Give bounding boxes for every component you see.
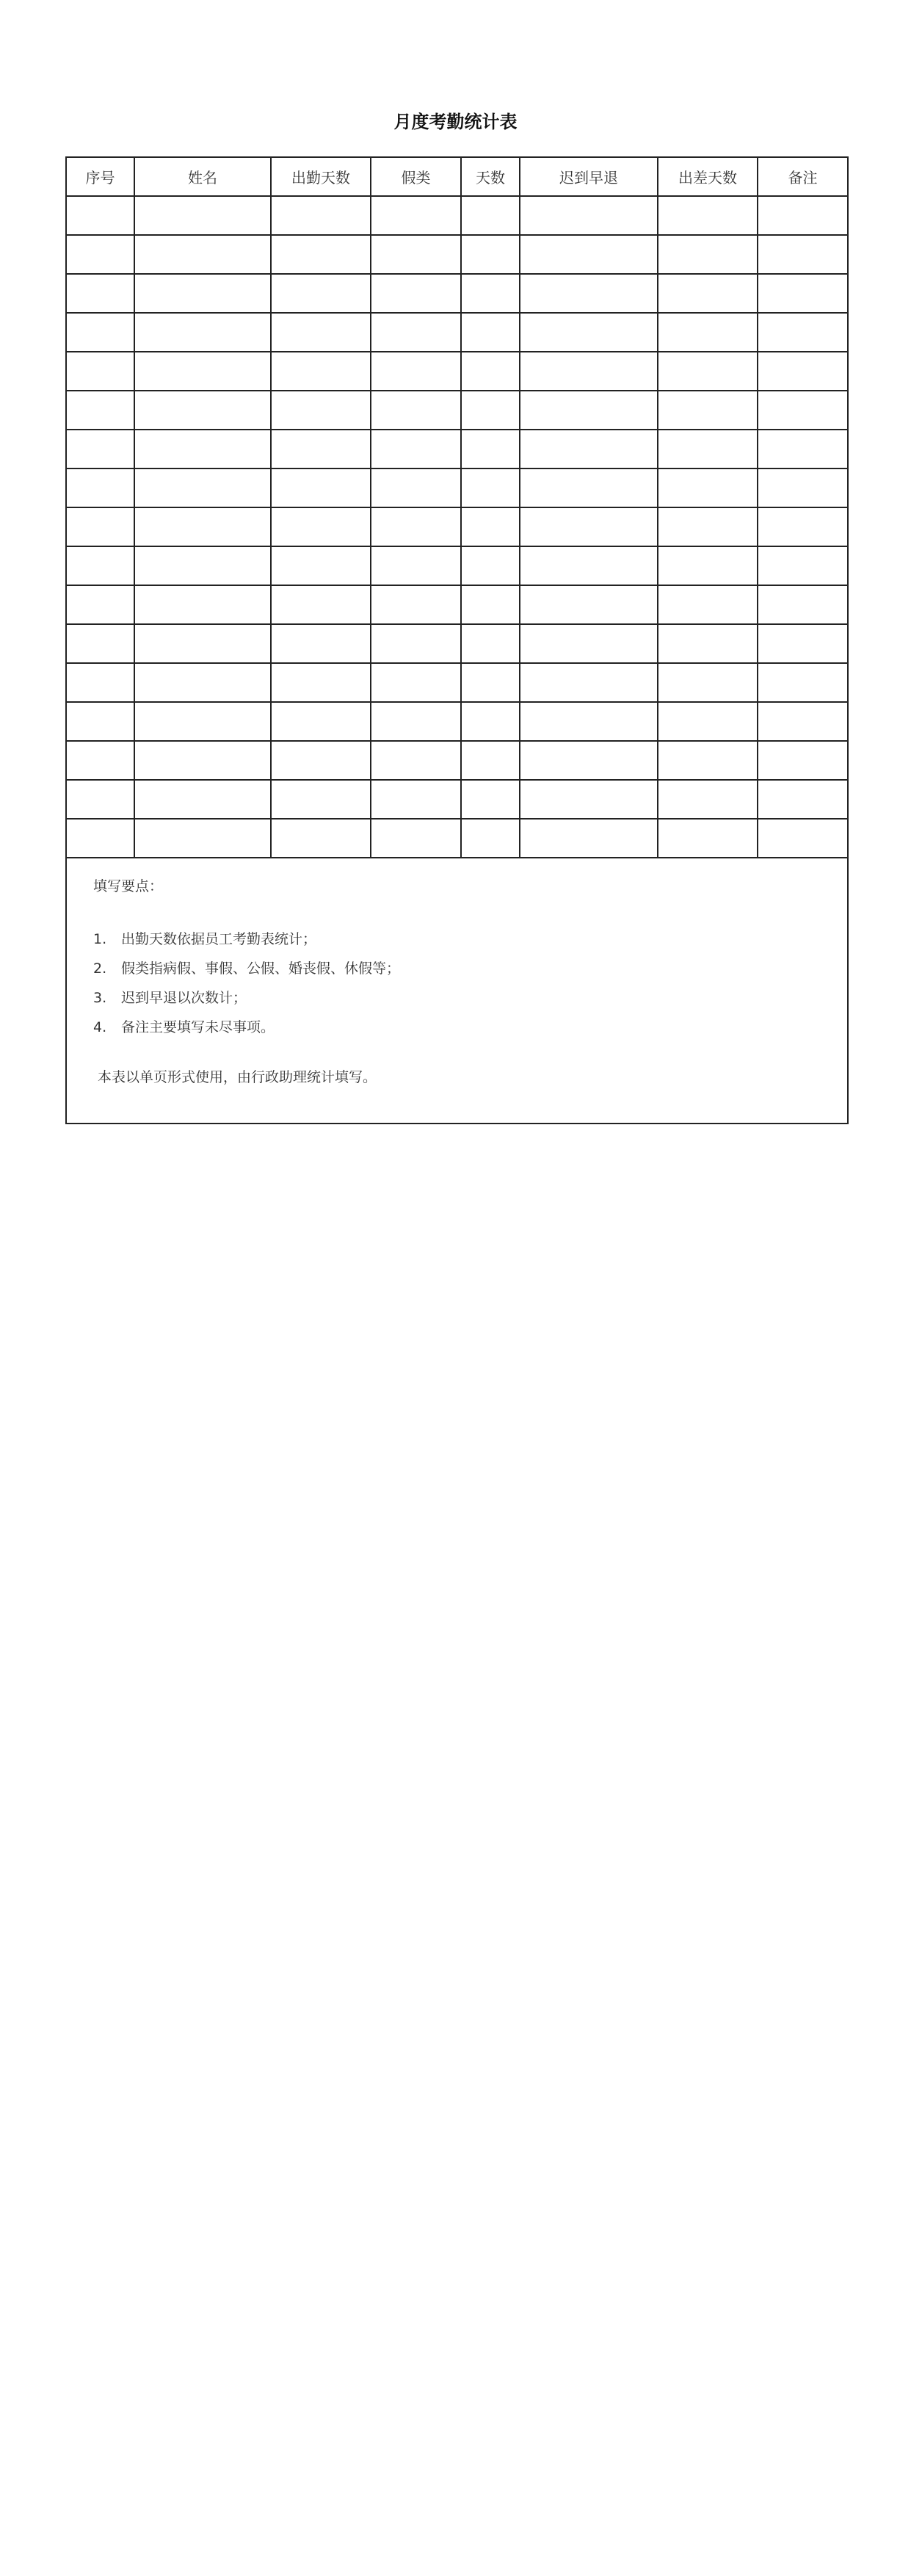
cell-attendance-days[interactable]: [271, 391, 371, 430]
cell-leave-type[interactable]: [371, 624, 461, 663]
note-item: [93, 925, 847, 954]
cell-leave-type[interactable]: [371, 507, 461, 546]
cell-leave-type[interactable]: [371, 391, 461, 430]
table-row: [66, 702, 848, 741]
cell-late-early[interactable]: [520, 352, 658, 391]
cell-attendance-days[interactable]: [271, 274, 371, 313]
cell-name[interactable]: [134, 585, 271, 624]
cell-attendance-days[interactable]: [271, 507, 371, 546]
cell-days[interactable]: [461, 391, 520, 430]
cell-leave-type[interactable]: [371, 430, 461, 468]
cell-business-trip-days[interactable]: [658, 741, 758, 780]
note-item: [93, 954, 847, 983]
cell-late-early[interactable]: [520, 780, 658, 819]
cell-index[interactable]: [66, 624, 134, 663]
cell-leave-type[interactable]: [371, 313, 461, 352]
cell-name[interactable]: [134, 468, 271, 507]
table-row: [66, 507, 848, 546]
cell-index[interactable]: [66, 391, 134, 430]
cell-days[interactable]: [461, 274, 520, 313]
notes-cell: [66, 858, 848, 1124]
cell-name[interactable]: [134, 430, 271, 468]
cell-leave-type[interactable]: [371, 663, 461, 702]
cell-late-early[interactable]: [520, 819, 658, 858]
cell-remarks[interactable]: [758, 819, 848, 858]
note-number: 4.: [93, 1019, 107, 1035]
cell-late-early[interactable]: [520, 624, 658, 663]
cell-days[interactable]: [461, 741, 520, 780]
cell-name[interactable]: [134, 624, 271, 663]
cell-name[interactable]: [134, 391, 271, 430]
cell-late-early[interactable]: [520, 741, 658, 780]
cell-business-trip-days[interactable]: [658, 391, 758, 430]
note-item: [93, 1013, 847, 1042]
note-number: 2.: [93, 960, 107, 977]
cell-remarks[interactable]: [758, 468, 848, 507]
cell-index[interactable]: [66, 352, 134, 391]
table-row: [66, 780, 848, 819]
cell-attendance-days[interactable]: [271, 235, 371, 274]
cell-index[interactable]: [66, 507, 134, 546]
cell-index[interactable]: [66, 702, 134, 741]
cell-days[interactable]: [461, 585, 520, 624]
cell-days[interactable]: [461, 780, 520, 819]
cell-leave-type[interactable]: [371, 780, 461, 819]
cell-name[interactable]: [134, 313, 271, 352]
cell-name[interactable]: [134, 546, 271, 585]
cell-remarks[interactable]: [758, 702, 848, 741]
cell-late-early[interactable]: [520, 468, 658, 507]
cell-leave-type[interactable]: [371, 819, 461, 858]
cell-business-trip-days[interactable]: [658, 702, 758, 741]
table-body: [66, 196, 848, 858]
cell-business-trip-days[interactable]: [658, 819, 758, 858]
cell-days[interactable]: [461, 819, 520, 858]
cell-attendance-days[interactable]: [271, 313, 371, 352]
cell-index[interactable]: [66, 468, 134, 507]
header-name: 姓名: [134, 157, 271, 196]
table-row: [66, 196, 848, 235]
cell-late-early[interactable]: [520, 702, 658, 741]
cell-attendance-days[interactable]: [271, 780, 371, 819]
table-row: [66, 663, 848, 702]
cell-index[interactable]: [66, 235, 134, 274]
notes-heading: 填写要点：: [93, 878, 164, 894]
table-row: [66, 391, 848, 430]
cell-leave-type[interactable]: [371, 741, 461, 780]
cell-days[interactable]: [461, 430, 520, 468]
cell-remarks[interactable]: [758, 507, 848, 546]
cell-attendance-days[interactable]: [271, 819, 371, 858]
cell-business-trip-days[interactable]: [658, 468, 758, 507]
cell-days[interactable]: [461, 624, 520, 663]
cell-name[interactable]: [134, 663, 271, 702]
cell-index[interactable]: [66, 313, 134, 352]
cell-business-trip-days[interactable]: [658, 196, 758, 235]
cell-attendance-days[interactable]: [271, 624, 371, 663]
header-late-early: 迟到早退: [520, 157, 658, 196]
cell-index[interactable]: [66, 585, 134, 624]
cell-leave-type[interactable]: [371, 235, 461, 274]
header-business-trip-days: 出差天数: [658, 157, 758, 196]
header-remarks: 备注: [758, 157, 848, 196]
header-index: 序号: [66, 157, 134, 196]
cell-attendance-days[interactable]: [271, 663, 371, 702]
cell-name[interactable]: [134, 274, 271, 313]
cell-late-early[interactable]: [520, 313, 658, 352]
cell-attendance-days[interactable]: [271, 585, 371, 624]
cell-index[interactable]: [66, 741, 134, 780]
cell-days[interactable]: [461, 468, 520, 507]
table-header-row: [66, 157, 848, 196]
cell-index[interactable]: [66, 546, 134, 585]
cell-attendance-days[interactable]: [271, 352, 371, 391]
table-row: [66, 585, 848, 624]
cell-index[interactable]: [66, 663, 134, 702]
cell-attendance-days[interactable]: [271, 430, 371, 468]
cell-business-trip-days[interactable]: [658, 546, 758, 585]
cell-leave-type[interactable]: [371, 196, 461, 235]
cell-attendance-days[interactable]: [271, 546, 371, 585]
cell-late-early[interactable]: [520, 430, 658, 468]
note-text: 假类指病假、事假、公假、婚丧假、休假等；: [121, 960, 401, 977]
cell-late-early[interactable]: [520, 546, 658, 585]
cell-late-early[interactable]: [520, 196, 658, 235]
cell-name[interactable]: [134, 819, 271, 858]
cell-business-trip-days[interactable]: [658, 352, 758, 391]
cell-attendance-days[interactable]: [271, 196, 371, 235]
cell-days[interactable]: [461, 235, 520, 274]
cell-leave-type[interactable]: [371, 274, 461, 313]
cell-days[interactable]: [461, 663, 520, 702]
cell-index[interactable]: [66, 196, 134, 235]
cell-business-trip-days[interactable]: [658, 430, 758, 468]
cell-remarks[interactable]: [758, 196, 848, 235]
cell-attendance-days[interactable]: [271, 468, 371, 507]
cell-remarks[interactable]: [758, 585, 848, 624]
table-row: [66, 430, 848, 468]
cell-name[interactable]: [134, 352, 271, 391]
note-text: 出勤天数依据员工考勤表统计；: [121, 931, 317, 947]
cell-leave-type[interactable]: [371, 585, 461, 624]
table-row: [66, 313, 848, 352]
header-leave-type: 假类: [371, 157, 461, 196]
cell-days[interactable]: [461, 546, 520, 585]
cell-late-early[interactable]: [520, 663, 658, 702]
note-item: [93, 983, 847, 1013]
cell-days[interactable]: [461, 352, 520, 391]
cell-remarks[interactable]: [758, 430, 848, 468]
cell-days[interactable]: [461, 196, 520, 235]
cell-business-trip-days[interactable]: [658, 585, 758, 624]
table-row: [66, 235, 848, 274]
header-days: 天数: [461, 157, 520, 196]
attendance-table: [65, 156, 849, 1124]
notes-footer: 本表以单页形式使用，由行政助理统计填写。: [98, 1069, 377, 1085]
cell-business-trip-days[interactable]: [658, 313, 758, 352]
cell-remarks[interactable]: [758, 741, 848, 780]
cell-business-trip-days[interactable]: [658, 624, 758, 663]
cell-late-early[interactable]: [520, 274, 658, 313]
cell-remarks[interactable]: [758, 352, 848, 391]
cell-late-early[interactable]: [520, 391, 658, 430]
note-text: 迟到早退以次数计；: [121, 990, 247, 1006]
cell-remarks[interactable]: [758, 391, 848, 430]
cell-index[interactable]: [66, 430, 134, 468]
cell-business-trip-days[interactable]: [658, 507, 758, 546]
cell-attendance-days[interactable]: [271, 741, 371, 780]
note-number: 1.: [93, 931, 107, 947]
header-attendance-days: 出勤天数: [271, 157, 371, 196]
table-row: [66, 624, 848, 663]
cell-attendance-days[interactable]: [271, 702, 371, 741]
cell-leave-type[interactable]: [371, 352, 461, 391]
table-row: [66, 274, 848, 313]
note-text: 备注主要填写未尽事项。: [121, 1019, 275, 1035]
cell-name[interactable]: [134, 780, 271, 819]
table-row: [66, 468, 848, 507]
cell-late-early[interactable]: [520, 235, 658, 274]
notes-row: [66, 858, 848, 1124]
cell-late-early[interactable]: [520, 585, 658, 624]
table-row: [66, 819, 848, 858]
cell-index[interactable]: [66, 819, 134, 858]
table-row: [66, 546, 848, 585]
table-row: [66, 741, 848, 780]
cell-remarks[interactable]: [758, 546, 848, 585]
cell-remarks[interactable]: [758, 235, 848, 274]
page-title: 月度考勤统计表: [393, 111, 518, 132]
cell-name[interactable]: [134, 196, 271, 235]
cell-name[interactable]: [134, 235, 271, 274]
cell-business-trip-days[interactable]: [658, 663, 758, 702]
cell-business-trip-days[interactable]: [658, 235, 758, 274]
cell-index[interactable]: [66, 274, 134, 313]
cell-business-trip-days[interactable]: [658, 780, 758, 819]
cell-leave-type[interactable]: [371, 702, 461, 741]
cell-remarks[interactable]: [758, 313, 848, 352]
cell-leave-type[interactable]: [371, 468, 461, 507]
notes-block: [67, 858, 847, 1092]
cell-business-trip-days[interactable]: [658, 274, 758, 313]
cell-remarks[interactable]: [758, 663, 848, 702]
cell-days[interactable]: [461, 313, 520, 352]
cell-remarks[interactable]: [758, 624, 848, 663]
cell-index[interactable]: [66, 780, 134, 819]
table-row: [66, 352, 848, 391]
cell-leave-type[interactable]: [371, 546, 461, 585]
cell-days[interactable]: [461, 702, 520, 741]
cell-days[interactable]: [461, 507, 520, 546]
cell-name[interactable]: [134, 702, 271, 741]
cell-name[interactable]: [134, 507, 271, 546]
note-number: 3.: [93, 990, 107, 1006]
cell-late-early[interactable]: [520, 507, 658, 546]
cell-remarks[interactable]: [758, 274, 848, 313]
cell-name[interactable]: [134, 741, 271, 780]
cell-remarks[interactable]: [758, 780, 848, 819]
